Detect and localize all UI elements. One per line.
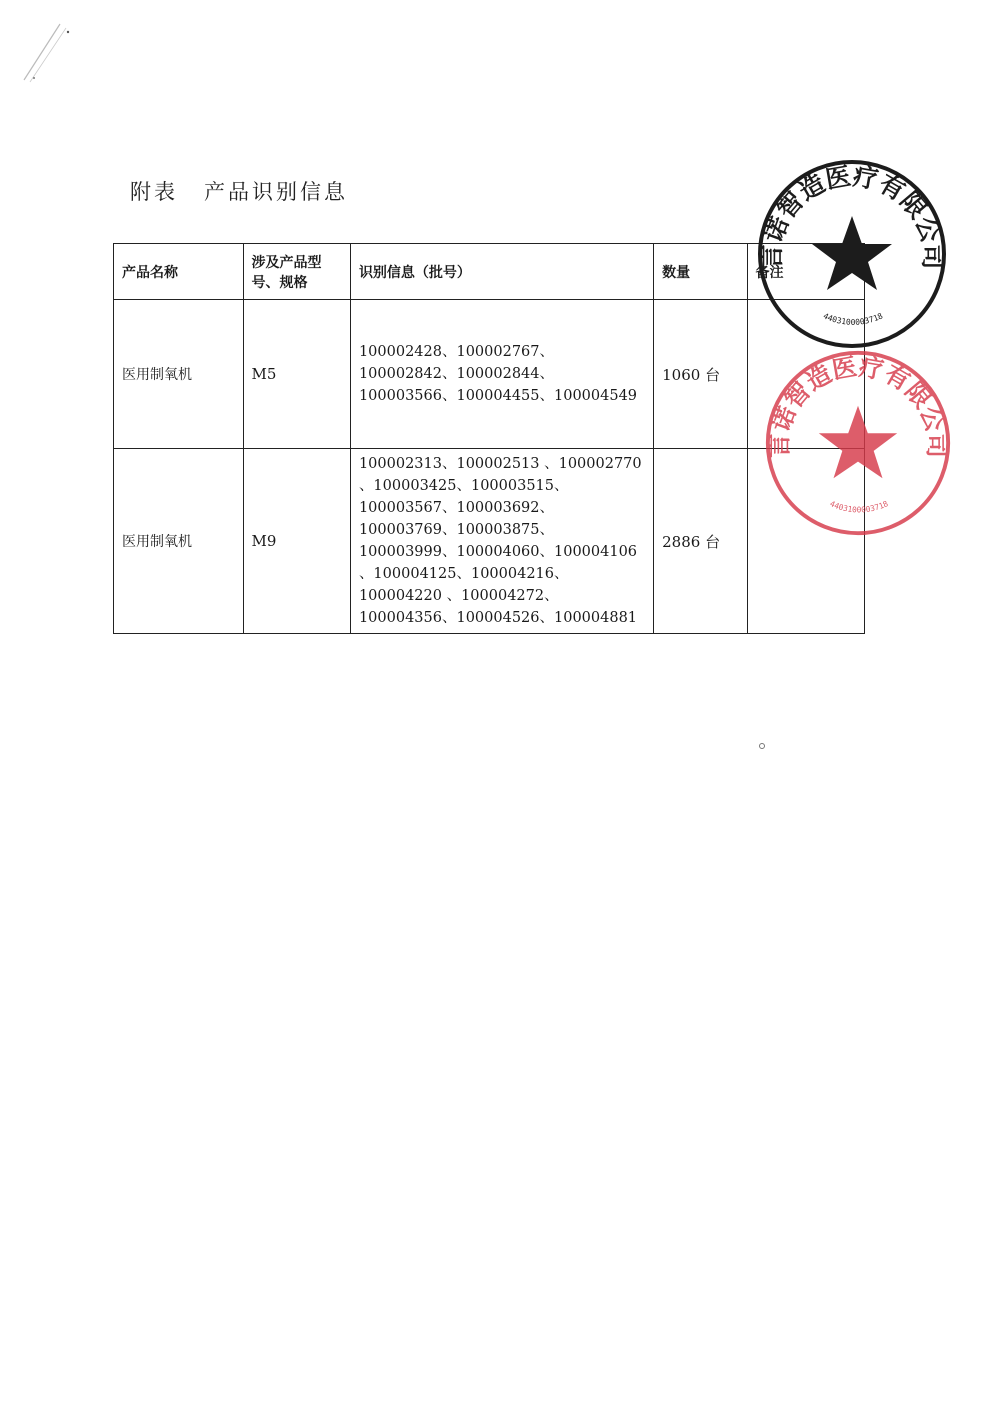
table-header-row bbox=[114, 244, 865, 300]
title-heading: 产品识别信息 bbox=[204, 180, 348, 204]
cell-batch-numbers: 100002428、100002767、100002842、100002844、100003566、100004455、100004549 bbox=[350, 300, 653, 449]
header-quantity: 数量 bbox=[654, 244, 747, 300]
cell-product-name: 医用制氧机 bbox=[114, 449, 244, 634]
cell-batch-numbers: 100002313、100002513 、100002770 、100003425、100003515、100003567、100003692、100003769、100003875、100003999、100004060、100004106 、100004125、100004216、100004220 、100004272、100004356、100004526、100004881 bbox=[350, 449, 653, 634]
header-identification: 识别信息（批号） bbox=[350, 244, 653, 300]
seal-number-text: 4403100003718 bbox=[828, 499, 890, 515]
seal-arc-text: 言诺智造医疗有限公司 bbox=[756, 161, 948, 270]
table-row bbox=[114, 449, 865, 634]
table-row bbox=[114, 300, 865, 449]
scan-scuff-mark bbox=[20, 18, 80, 88]
cell-remarks bbox=[747, 300, 865, 449]
product-identification-table bbox=[113, 243, 865, 634]
cell-quantity: 1060 台 bbox=[654, 300, 747, 449]
cell-model: M5 bbox=[243, 300, 350, 449]
header-model-spec: 涉及产品型号、规格 bbox=[243, 244, 350, 300]
cell-model: M9 bbox=[243, 449, 350, 634]
cell-quantity: 2886 台 bbox=[654, 449, 747, 634]
seal-number-text: 4403100003718 bbox=[821, 311, 885, 327]
seal-arc-text: 言诺智造医疗有限公司 bbox=[764, 351, 952, 459]
cell-product-name: 医用制氧机 bbox=[114, 300, 244, 449]
page-title bbox=[130, 176, 348, 206]
title-label: 附表 bbox=[130, 180, 178, 204]
scan-speck bbox=[759, 743, 765, 749]
cell-remarks bbox=[747, 449, 865, 634]
header-product-name: 产品名称 bbox=[114, 244, 244, 300]
header-remarks: 备注 bbox=[747, 244, 865, 300]
